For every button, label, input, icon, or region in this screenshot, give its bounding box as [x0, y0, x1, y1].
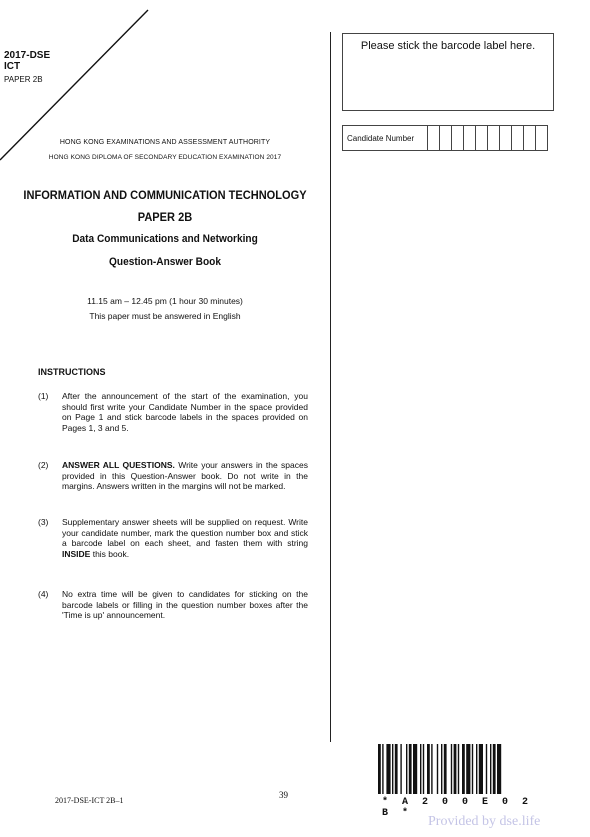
paper-barcode	[378, 744, 548, 794]
instruction-emphasis: INSIDE	[62, 548, 91, 559]
barcode-bar	[406, 744, 407, 794]
barcode-bar	[413, 744, 417, 794]
candidate-digit-box[interactable]	[488, 126, 500, 150]
instruction-number: (2)	[38, 460, 49, 470]
book-title: Question-Answer Book	[109, 256, 221, 268]
barcode-bar	[490, 744, 491, 794]
barcode-bar	[395, 744, 398, 794]
candidate-digit-box[interactable]	[512, 126, 524, 150]
instruction-text: After the announcement of the start of the examination, you should first write your Candidate Number in the space provided on Page 1 and stick barcode labels in the spaces provided on Pages 1, 3 and 5.	[62, 391, 308, 433]
candidate-digit-box[interactable]	[452, 126, 464, 150]
barcode-bar	[476, 744, 477, 794]
candidate-digit-box[interactable]	[524, 126, 536, 150]
page-divider	[330, 32, 331, 742]
barcode-bar	[427, 744, 430, 794]
barcode-label-prompt: Please stick the barcode label here.	[360, 40, 536, 52]
subject-code: ICT	[4, 61, 21, 72]
subject-title: INFORMATION AND COMMUNICATION TECHNOLOGY	[23, 188, 307, 202]
watermark: Provided by dse.life	[428, 814, 541, 829]
exam-time: 11.15 am – 12.45 pm (1 hour 30 minutes)	[87, 296, 243, 306]
barcode-bar	[392, 744, 393, 794]
barcode-bar	[493, 744, 496, 794]
barcode-bar	[486, 744, 487, 794]
paper-code: PAPER 2B	[4, 75, 43, 84]
paper-title: PAPER 2B	[137, 210, 193, 224]
exam-name: HONG KONG DIPLOMA OF SECONDARY EDUCATION EXAMINATION 2017	[48, 154, 282, 161]
barcode-bar	[462, 744, 465, 794]
barcode-text: * A 2 0 0 E 0 2 B *	[382, 797, 533, 819]
candidate-digit-box[interactable]	[500, 126, 512, 150]
barcode-bar	[444, 744, 447, 794]
barcode-bar	[423, 744, 424, 794]
barcode-bar	[386, 744, 390, 794]
candidate-number-label: Candidate Number	[343, 126, 428, 150]
instruction-item	[38, 460, 308, 492]
year-code: 2017-DSE	[4, 50, 51, 61]
barcode-bar	[441, 744, 442, 794]
instruction-text: Supplementary answer sheets will be supplied on request. Write your candidate number, mark the question number box and stick a barcode label on each sheet, and fasten them with string	[62, 517, 308, 548]
barcode-bar	[382, 744, 383, 794]
candidate-digit-box[interactable]	[464, 126, 476, 150]
candidate-number-field[interactable]	[342, 125, 548, 151]
barcode-label-box	[342, 33, 554, 111]
authority-name: HONG KONG EXAMINATIONS AND ASSESSMENT AUTHORITY	[59, 139, 271, 146]
instruction-number: (1)	[38, 391, 49, 401]
barcode-bar	[378, 744, 381, 794]
barcode-bar	[497, 744, 501, 794]
instruction-text-end: this book.	[90, 548, 130, 559]
barcode-bar	[458, 744, 459, 794]
instruction-item	[38, 589, 308, 621]
barcode-bar	[431, 744, 432, 794]
barcode-bar	[437, 744, 438, 794]
candidate-digit-box[interactable]	[428, 126, 440, 150]
page-number: 39	[279, 790, 288, 800]
instruction-text: Write your answers in the spaces provided in this Question-Answer book. Do not write in the margins. Answers written in the margins will not be marked.	[62, 460, 308, 491]
barcode-bar	[466, 744, 470, 794]
paper-code-block	[4, 50, 50, 85]
instruction-number: (3)	[38, 517, 49, 527]
barcode-bar	[454, 744, 457, 794]
instruction-item	[38, 517, 308, 559]
barcode-bar	[451, 744, 452, 794]
barcode-bar	[420, 744, 421, 794]
instruction-number: (4)	[38, 589, 49, 599]
instructions-heading: INSTRUCTIONS	[38, 367, 106, 377]
barcode-bar	[479, 744, 483, 794]
instruction-item	[38, 391, 308, 433]
candidate-digit-box[interactable]	[536, 126, 547, 150]
barcode-bar	[472, 744, 473, 794]
barcode-bar	[409, 744, 412, 794]
candidate-digit-box[interactable]	[440, 126, 452, 150]
barcode-bar	[400, 744, 401, 794]
instruction-text: No extra time will be given to candidates for sticking on the barcode labels or filling in the question number boxes after the 'Time is up' announcement.	[62, 589, 308, 620]
footer-paper-code: 2017-DSE-ICT 2B–1	[55, 796, 124, 805]
instruction-emphasis: ANSWER ALL QUESTIONS.	[62, 460, 175, 470]
topic-title: Data Communications and Networking	[72, 233, 258, 245]
exam-language: This paper must be answered in English	[89, 311, 241, 321]
candidate-digit-box[interactable]	[476, 126, 488, 150]
